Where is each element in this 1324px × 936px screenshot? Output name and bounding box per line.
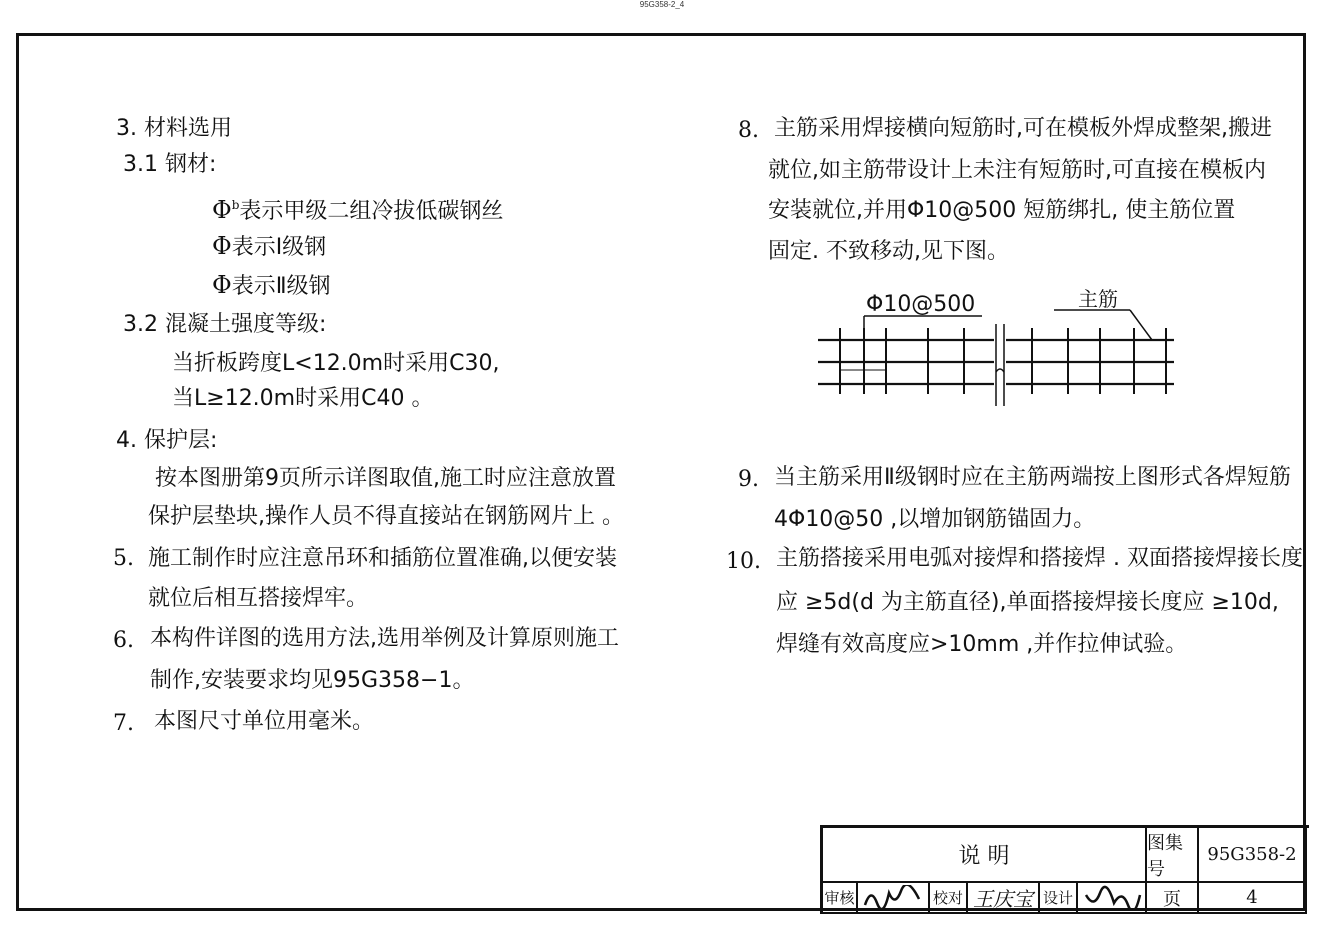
section-10-line-3: 焊缝有效高度应>10mm ,并作拉伸试验。 xyxy=(776,632,1188,657)
design-signature-scribble xyxy=(1082,885,1142,911)
section-5-line-2: 就位后相互搭接焊牢。 xyxy=(148,586,369,611)
page-number-cell: 4 xyxy=(1199,883,1307,914)
section-6-line-1: 本构件详图的选用方法,选用举例及计算原则施工 xyxy=(150,626,619,651)
steel-grade-cold-drawn: $\Phi^b$表示甲级二组冷拔低碳钢丝 xyxy=(212,196,504,224)
section-5-number: 5. xyxy=(113,546,134,571)
page-label-cell: 页 xyxy=(1147,883,1199,914)
review-signature-scribble xyxy=(861,885,925,911)
section-8-line-2: 就位,如主筋带设计上未注有短筋时,可直接在模板内 xyxy=(768,158,1266,183)
rebar-cage-figure xyxy=(800,280,1190,410)
check-signature: 王庆宝 xyxy=(968,883,1040,914)
section-4-line-2: 保护层垫块,操作人员不得直接站在钢筋网片上 。 xyxy=(148,504,624,529)
section-8-line-3: 安装就位,并用Φ10@500 短筋绑扎, 使主筋位置 xyxy=(768,198,1236,223)
title-block xyxy=(820,825,1309,914)
section-7-number: 7. xyxy=(113,711,134,736)
section-3-title: 3. 材料选用 xyxy=(116,116,232,141)
section-4-line-1: 按本图册第9页所示详图取值,施工时应注意放置 xyxy=(155,466,616,491)
phi-symbol: Φ xyxy=(212,232,232,260)
section-10-line-1: 主筋搭接采用电弧对接焊和搭接焊 . 双面搭接焊接长度 xyxy=(776,546,1303,571)
section-10-number: 10. xyxy=(726,549,761,574)
section-9-number: 9. xyxy=(738,467,759,492)
steel-grade-2: Φ表示Ⅱ级钢 xyxy=(212,271,331,299)
section-8-line-4: 固定. 不致移动,见下图。 xyxy=(768,239,1009,264)
short-bar-label: Φ10@500 xyxy=(866,292,976,317)
section-8-line-1: 主筋采用焊接横向短筋时,可在模板外焊成整架,搬进 xyxy=(774,116,1272,141)
section-9-line-2: 4Φ10@50 ,以增加钢筋锚固力。 xyxy=(774,507,1096,532)
design-label-cell: 设计 xyxy=(1040,883,1078,914)
section-3-1-title: 3.1 钢材: xyxy=(123,152,217,177)
atlas-number-cell: 95G358-2 xyxy=(1199,825,1307,883)
section-4-title: 4. 保护层: xyxy=(116,428,218,453)
section-7-line-1: 本图尺寸单位用毫米。 xyxy=(154,709,375,734)
section-6-number: 6. xyxy=(113,628,134,653)
document-code-header: 95G358-2_4 xyxy=(639,0,685,9)
section-3-2-title: 3.2 混凝土强度等级: xyxy=(123,312,327,337)
concrete-grade-line-2: 当L≥12.0m时采用C40 。 xyxy=(172,386,434,411)
concrete-grade-line-1: 当折板跨度L<12.0m时采用C30, xyxy=(172,351,500,376)
steel-grade-1: Φ表示Ⅰ级钢 xyxy=(212,232,327,260)
main-bar-label: 主筋 xyxy=(1078,287,1118,311)
section-10-line-2: 应 ≥5d(d 为主筋直径),单面搭接焊接长度应 ≥10d, xyxy=(776,590,1279,615)
phi-b-symbol: $\Phi^b$ xyxy=(212,196,240,224)
check-label-cell: 校对 xyxy=(930,883,968,914)
phi-symbol: Φ xyxy=(212,271,232,299)
review-signature xyxy=(858,883,930,914)
section-5-line-1: 施工制作时应注意吊环和插筋位置准确,以便安装 xyxy=(148,546,617,571)
atlas-label-cell: 图集号 xyxy=(1147,825,1199,883)
title-cell: 说 明 xyxy=(820,825,1147,883)
section-8-number: 8. xyxy=(738,118,759,143)
section-6-line-2: 制作,安装要求均见95G358−1。 xyxy=(150,668,475,693)
design-signature xyxy=(1078,883,1147,914)
review-label-cell: 审核 xyxy=(820,883,858,914)
section-9-line-1: 当主筋采用Ⅱ级钢时应在主筋两端按上图形式各焊短筋 xyxy=(774,465,1291,490)
